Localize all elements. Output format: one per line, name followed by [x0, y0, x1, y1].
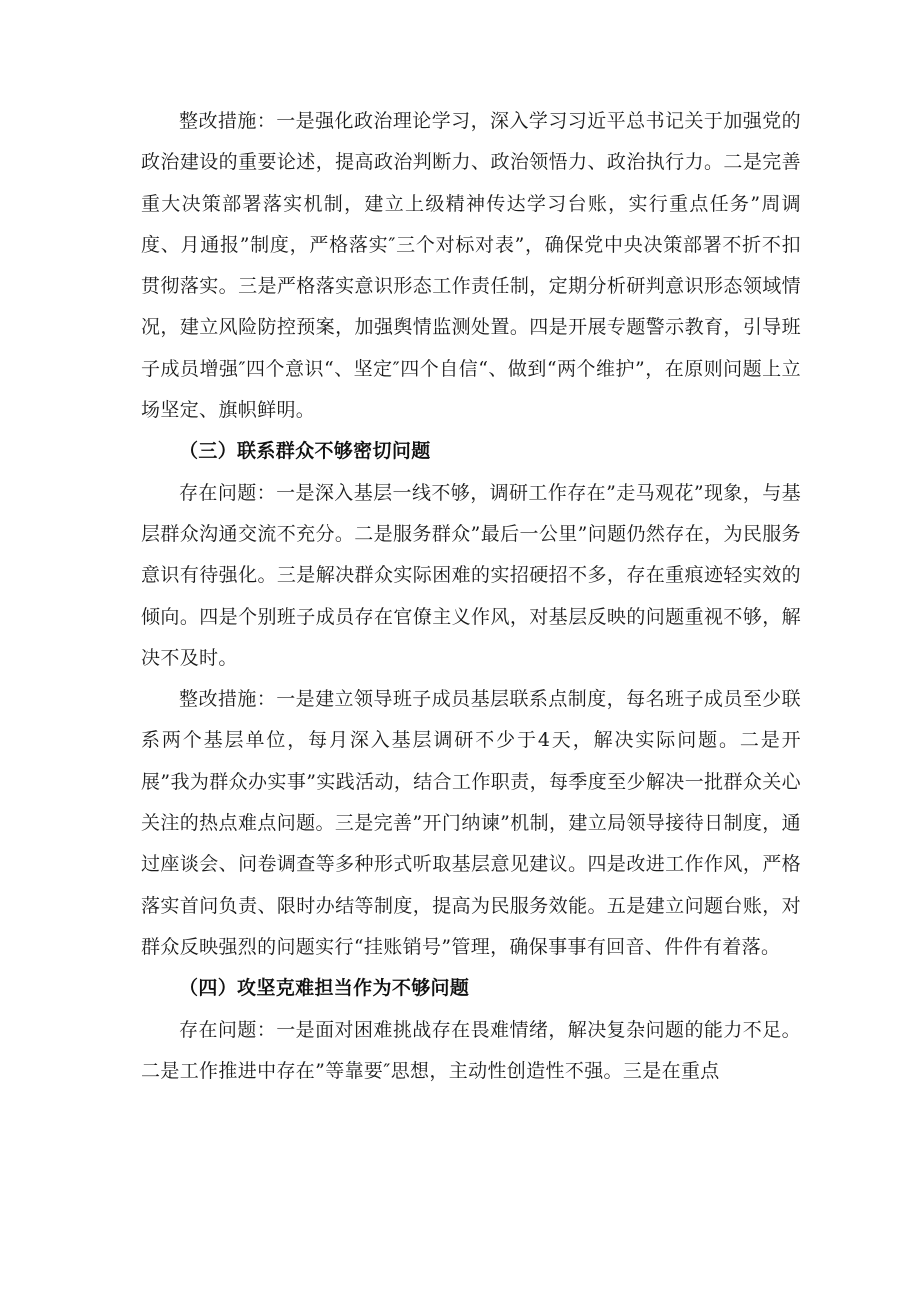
section-heading-4: （四）攻坚克难担当作为不够问题	[179, 977, 470, 1000]
paragraph-rectification-measures-political: 整改措施：一是强化政治理论学习，深入学习习近平总书记关于加强党的政治建设的重要论述，提高政治判断力、政治领悟力、政治执行力。二是完善重大决策部署落实机制，建立上级精神传达学习台账，实行重点任务”周调度、月通报”制度，严格落实″三个对标对表”，确保党中央决策部署不折不扣贯彻落实。三是严格落实意识形态工作责任制，定期分析研判意识形态领域情况，建立风险防控预案，加强舆情监测处置。四是开展专题警示教育，引导班子成员增强″四个意识“、坚定″四个自信“、做到“两个维护”，在原则问题上立场坚定、旗帜鲜明。	[141, 110, 801, 422]
document-body	[141, 101, 801, 1092]
paragraph-rectification-measures-masses: 整改措施：一是建立领导班子成员基层联系点制度，每名班子成员至少联系两个基层单位，每月深入基层调研不少于4天，解决实际问题。二是开展”我为群众办实事”实践活动，结合工作职责，每季度至少解决一批群众关心关注的热点难点问题。三是完善”开门纳谏”机制，建立局领导接待日制度，通过座谈会、问卷调查等多种形式听取基层意见建议。四是改进工作作风，严格落实首问负责、限时办结等制度，提高为民服务效能。五是建立问题台账，对群众反映强烈的问题实行“挂账销号”管理，确保事事有回音、件件有着落。	[141, 688, 801, 958]
paragraph-existing-problems-masses: 存在问题：一是深入基层一线不够，调研工作存在”走马观花”现象，与基层群众沟通交流不充分。二是服务群众”最后一公里”问题仍然存在，为民服务意识有待强化。三是解决群众实际困难的实招硬招不多，存在重痕迹轻实效的倾向。四是个别班子成员存在官僚主义作风，对基层反映的问题重视不够，解决不及时。	[141, 481, 801, 669]
section-heading-3: （三）联系群众不够密切问题	[179, 440, 431, 463]
paragraph-existing-problems-responsibility: 存在问题：一是面对困难挑战存在畏难情绪，解决复杂问题的能力不足。二是工作推进中存在”等靠要″思想，主动性创造性不强。三是在重点	[141, 1018, 801, 1082]
